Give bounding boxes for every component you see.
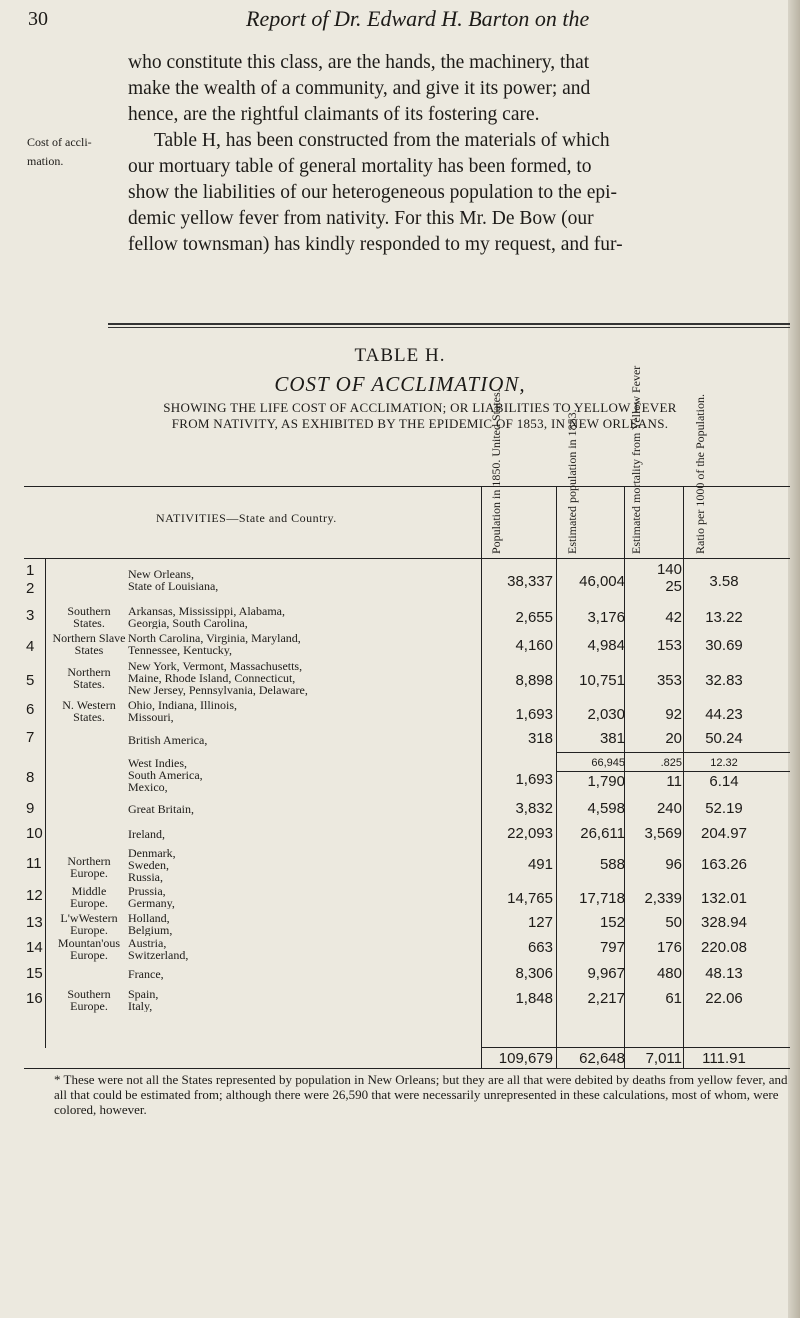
row-number: 16 [26, 990, 43, 1007]
section-rule-thin [108, 327, 790, 328]
nativity-name: Denmark, [128, 847, 176, 860]
table-total-rule [481, 1047, 790, 1048]
ratio-value: 13.22 [705, 609, 743, 626]
pop1853-value: 4,984 [587, 637, 625, 654]
row-number: 7 [26, 729, 35, 746]
nativity-name: Austria, [128, 937, 167, 950]
pop1853-value: 26,611 [580, 825, 625, 842]
header-pop1853: Estimated population in 1853. [565, 409, 579, 554]
row-number: 10 [26, 825, 43, 842]
row-number: 12 [26, 887, 43, 904]
nativity-name: New York, Vermont, Massachusetts, [128, 660, 303, 673]
body-line: make the wealth of a community, and give it its power; and [128, 78, 591, 99]
ratio-value: 132.01 [701, 890, 747, 907]
pop1850-value: 318 [527, 730, 553, 747]
total-pop1853: 62,648 [579, 1050, 625, 1067]
table-description [40, 400, 800, 432]
table-bottom-border [24, 1068, 790, 1069]
body-line: our mortuary table of general mortality has been formed, to [128, 156, 592, 177]
nativity-names [128, 968, 518, 980]
nativity-name: Sweden, [128, 858, 169, 872]
row-number: 1 [26, 562, 35, 579]
ratio-value: 163.26 [701, 856, 747, 873]
pop1853-subtotal: 66,945 [591, 757, 625, 769]
ratio-value: 22.06 [705, 990, 743, 1007]
header-pop1850: Population in 1850. United States. [489, 389, 503, 554]
row-number: 3 [26, 607, 35, 624]
nativity-name: Spain, [128, 988, 159, 1001]
group-label: L'wWestern Europe. [60, 911, 118, 937]
group-label: Northern States. [67, 665, 111, 691]
group-label: Mountan'ous Europe. [57, 936, 121, 962]
pop1850-value: 8,898 [515, 672, 553, 689]
nativity-name: New Orleans, [128, 568, 194, 581]
nativity-name: West Indies, [128, 757, 188, 770]
row-number: 14 [26, 939, 43, 956]
row-number: 2 [26, 580, 35, 597]
header-mortality: Estimated mortality from Yellow Fever [629, 365, 643, 554]
pop1850-value: 22,093 [507, 825, 553, 842]
row-number: 11 [26, 855, 42, 872]
mortality-value: 240 [656, 800, 682, 817]
nativity-name: Ohio, Indiana, Illinois, [128, 699, 237, 712]
pop1853-value: 1,790 [587, 773, 625, 790]
total-mortality: 7,011 [645, 1050, 682, 1067]
nativity-name: South America, [128, 768, 203, 782]
nativity-name: Russia, [128, 870, 164, 883]
body-line: who constitute this class, are the hands, the machinery, that [128, 52, 590, 73]
table-title: COST OF ACCLIMATION, [274, 372, 526, 396]
row-number: 15 [26, 965, 43, 982]
table-header-border [24, 558, 790, 559]
table-label: TABLE H. [354, 345, 446, 366]
nativity-name: British America, [128, 734, 208, 746]
ratio-value: 52.19 [705, 800, 743, 817]
ratio-value: 220.08 [701, 939, 747, 956]
ratio-value: 328.94 [701, 914, 747, 931]
nativity-name: State of Louisiana, [128, 579, 219, 592]
nativity-name: Ireland, [128, 828, 165, 840]
pop1853-value: 2,030 [587, 706, 625, 723]
group-label: Southern Europe. [67, 987, 111, 1013]
body-line: show the liabilities of our heterogeneous population to the epi- [128, 182, 618, 203]
pop1850-value: 4,160 [515, 637, 553, 654]
table-description-line: FROM NATIVITY, AS EXHIBITED BY THE EPIDEMIC OF 1853, IN NEW ORLEANS. [171, 416, 669, 431]
group-label: Southern States. [67, 604, 111, 630]
pop1850-value: 2,655 [515, 609, 553, 626]
mortality-value: 140 [656, 561, 682, 578]
nativity-names [128, 632, 518, 656]
header-ratio: Ratio per 1000 of the Population. [693, 394, 707, 554]
pop1850-value: 1,848 [515, 990, 553, 1007]
nativity-names [128, 660, 518, 696]
pop1853-value: 3,176 [587, 609, 625, 626]
subtotal-rule [557, 771, 790, 772]
mortality-value: 25 [665, 578, 682, 595]
nativity-names [128, 605, 518, 629]
pop1850-value: 491 [527, 856, 553, 873]
body-line: fellow townsman) has kindly responded to my request, and fur- [128, 234, 623, 255]
pop1853-value: 2,217 [587, 990, 625, 1007]
ratio-value: 3.58 [709, 573, 739, 590]
nativity-names [128, 734, 518, 746]
pop1850-value: 8,306 [515, 965, 553, 982]
pop1850-value: 1,693 [515, 706, 553, 723]
header-nativities: NATIVITIES—State and Country. [156, 511, 337, 525]
mortality-value: 20 [665, 730, 682, 747]
mortality-value: 92 [665, 706, 682, 723]
row-number: 5 [26, 672, 35, 689]
margin-note: Cost of accli-mation. [27, 135, 92, 168]
nativity-name: New Jersey, Pennsylvania, Delaware, [128, 683, 308, 696]
row-number-divider [45, 558, 46, 1048]
nativity-name: Georgia, South Carolina, [128, 616, 248, 629]
nativity-names [128, 757, 518, 793]
row-number: 9 [26, 800, 35, 817]
pop1853-value: 797 [599, 939, 625, 956]
pop1853-value: 10,751 [579, 672, 625, 689]
mortality-value: 480 [656, 965, 682, 982]
nativity-name: Tennessee, Kentucky, [128, 643, 233, 656]
mortality-value: 2,339 [644, 890, 682, 907]
ratio-value: 30.69 [705, 637, 743, 654]
ratio-value: 50.24 [705, 730, 743, 747]
row-number: 8 [26, 769, 35, 786]
ratio-value: 32.83 [705, 672, 743, 689]
nativity-name: North Carolina, Virginia, Maryland, [128, 632, 301, 645]
nativity-names [128, 988, 518, 1012]
pop1853-value: 152 [599, 914, 625, 931]
nativity-names [128, 937, 518, 961]
body-line: demic yellow fever from nativity. For this Mr. De Bow (our [128, 208, 594, 229]
pop1853-value: 381 [599, 730, 625, 747]
row-number: 6 [26, 701, 35, 718]
nativity-names [128, 912, 518, 936]
group-label: Northern Slave States [52, 631, 126, 657]
body-line: Table H, has been constructed from the materials of which [154, 130, 610, 151]
section-rule [108, 323, 790, 325]
total-ratio: 111.91 [702, 1050, 746, 1067]
table-top-border [24, 486, 790, 487]
page-number: 30 [28, 8, 48, 30]
pop1850-value: 663 [527, 939, 553, 956]
pop1850-value: 1,693 [515, 771, 553, 788]
row-number: 13 [26, 914, 43, 931]
nativity-name: Prussia, [128, 885, 166, 898]
mortality-value: 3,569 [644, 825, 682, 842]
subtotal-rule [557, 752, 790, 753]
footnote: * These were not all the States represented by population in New Orleans; but they are all that were debited by deaths from yellow fever, and all that could be estimated from; although there were 26,590 that were necessarily unrepresented in these calculations, most of whom, were colored, however. [54, 1072, 788, 1117]
mortality-value: 50 [665, 914, 682, 931]
pop1853-value: 9,967 [587, 965, 625, 982]
ratio-subtotal: 12.32 [710, 757, 738, 769]
nativity-name: Belgium, [128, 923, 173, 936]
nativity-name: Great Britain, [128, 803, 194, 815]
pop1850-value: 127 [527, 914, 553, 931]
mortality-value: 153 [656, 637, 682, 654]
pop1850-value: 3,832 [515, 800, 553, 817]
table-description-line: SHOWING THE LIFE COST OF ACCLIMATION; OR LIABILITIES TO YELLOW FEVER [163, 400, 677, 415]
nativity-names [128, 568, 518, 592]
pop1850-value: 14,765 [507, 890, 553, 907]
body-paragraph [128, 50, 798, 258]
group-label: Middle Europe. [70, 884, 108, 910]
nativity-names [128, 803, 518, 815]
ratio-value: 48.13 [705, 965, 743, 982]
mortality-value: 61 [665, 990, 682, 1007]
nativity-name: Maine, Rhode Island, Connecticut, [128, 671, 296, 685]
ratio-value: 204.97 [701, 825, 747, 842]
running-head: Report of Dr. Edward H. Barton on the [246, 6, 590, 31]
pop1853-value: 46,004 [579, 573, 625, 590]
nativity-name: Holland, [128, 912, 170, 925]
total-pop1850: 109,679 [498, 1050, 553, 1067]
pop1853-value: 588 [599, 856, 625, 873]
mortality-value: 96 [665, 856, 682, 873]
nativity-name: Italy, [128, 999, 153, 1012]
pop1853-value: 4,598 [587, 800, 625, 817]
nativity-names [128, 699, 518, 723]
ratio-value: 44.23 [705, 706, 743, 723]
nativity-name: Arkansas, Mississippi, Alabama, [128, 605, 285, 618]
group-label: N. Western States. [62, 698, 116, 724]
nativity-name: Mexico, [128, 780, 168, 793]
nativity-name: Germany, [128, 896, 175, 909]
pop1853-value: 17,718 [579, 890, 625, 907]
body-line: hence, are the rightful claimants of its fostering care. [128, 104, 540, 125]
nativity-names [128, 847, 518, 883]
nativity-name: Missouri, [128, 710, 174, 723]
group-label: Northern Europe. [67, 854, 111, 880]
mortality-value: 353 [656, 672, 682, 689]
mortality-value: 11 [666, 773, 682, 790]
mortality-value: 176 [656, 939, 682, 956]
row-number: 4 [26, 638, 35, 655]
mortality-value: 42 [665, 609, 682, 626]
nativity-names [128, 828, 518, 840]
mortality-subtotal: .825 [660, 757, 682, 769]
nativity-name: Switzerland, [128, 948, 189, 961]
ratio-value: 6.14 [709, 773, 739, 790]
pop1850-value: 38,337 [507, 573, 553, 590]
nativity-name: France, [128, 968, 164, 980]
nativity-names [128, 885, 518, 909]
